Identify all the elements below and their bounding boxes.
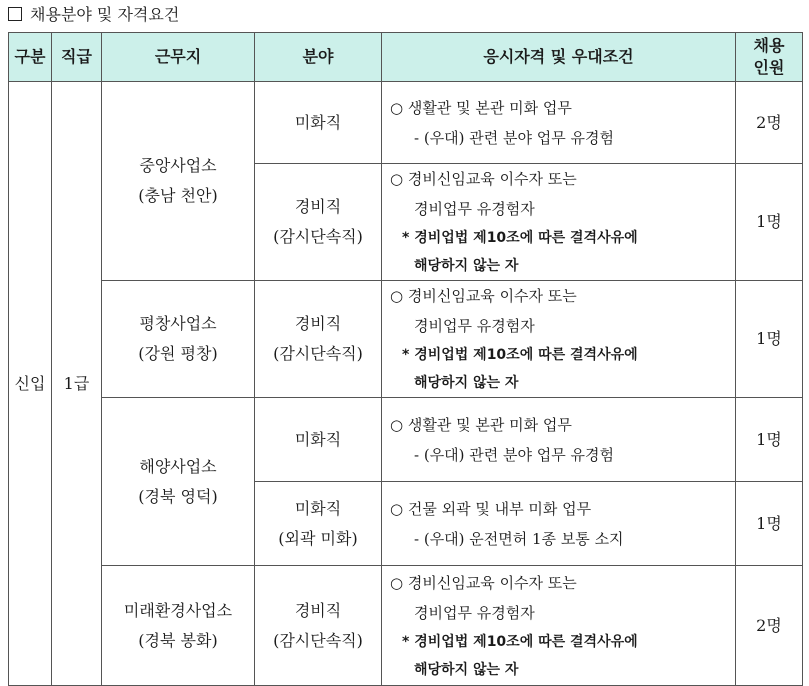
- header-qualifications: 응시자격 및 우대조건: [382, 33, 736, 82]
- headcount-cell: 1명: [736, 164, 803, 281]
- header-category: 구분: [9, 33, 52, 82]
- category-cell: 신입: [9, 82, 52, 686]
- headcount-cell: 1명: [736, 281, 803, 398]
- grade-cell: 1급: [52, 82, 102, 686]
- workplace-cell: 평창사업소 (강원 평창): [102, 281, 255, 398]
- header-field: 분야: [255, 33, 382, 82]
- qualification-cell: ○ 경비신임교육 이수자 또는 경비업무 유경험자 * 경비업법 제10조에 따른 결격사유에 해당하지 않는 자: [382, 164, 736, 281]
- checkbox-square-icon: [8, 7, 22, 21]
- table-header-row: [9, 33, 803, 82]
- field-cell: 경비직 (감시단속직): [255, 566, 382, 686]
- headcount-cell: 1명: [736, 398, 803, 482]
- qualification-note: * 경비업법 제10조에 따른 결격사유에: [402, 633, 638, 650]
- workplace-cell: 해양사업소 (경북 영덕): [102, 398, 255, 566]
- header-headcount: 채용 인원: [736, 33, 803, 82]
- qualification-cell: ○ 경비신임교육 이수자 또는 경비업무 유경험자 * 경비업법 제10조에 따른 결격사유에 해당하지 않는 자: [382, 566, 736, 686]
- qualification-cell: ○ 경비신임교육 이수자 또는 경비업무 유경험자 * 경비업법 제10조에 따른 결격사유에 해당하지 않는 자: [382, 281, 736, 398]
- qualification-cell: ○ 건물 외곽 및 내부 미화 업무 - (우대) 운전면허 1종 보통 소지: [382, 482, 736, 566]
- field-cell: 경비직 (감시단속직): [255, 281, 382, 398]
- recruitment-table: [8, 32, 803, 686]
- field-cell: 미화직: [255, 82, 382, 164]
- table-row: [9, 566, 803, 686]
- qualification-cell: ○ 생활관 및 본관 미화 업무 - (우대) 관련 분야 업무 유경험: [382, 82, 736, 164]
- headcount-cell: 1명: [736, 482, 803, 566]
- table-row: [9, 281, 803, 398]
- qualification-note: * 경비업법 제10조에 따른 결격사유에: [402, 347, 638, 363]
- field-cell: 미화직 (외곽 미화): [255, 482, 382, 566]
- table-row: [9, 398, 803, 482]
- workplace-cell: 중앙사업소 (충남 천안): [102, 82, 255, 281]
- qualification-note: * 경비업법 제10조에 따른 결격사유에: [402, 230, 638, 246]
- qualification-cell: ○ 생활관 및 본관 미화 업무 - (우대) 관련 분야 업무 유경험: [382, 398, 736, 482]
- table-row: [9, 82, 803, 164]
- section-heading-text: 채용분야 및 자격요건: [30, 5, 180, 24]
- workplace-cell: 미래환경사업소 (경북 봉화): [102, 566, 255, 686]
- headcount-cell: 2명: [736, 82, 803, 164]
- field-cell: 미화직: [255, 398, 382, 482]
- header-workplace: 근무지: [102, 33, 255, 82]
- field-cell: 경비직 (감시단속직): [255, 164, 382, 281]
- header-grade: 직급: [52, 33, 102, 82]
- section-heading: [8, 4, 179, 26]
- headcount-cell: 2명: [736, 566, 803, 686]
